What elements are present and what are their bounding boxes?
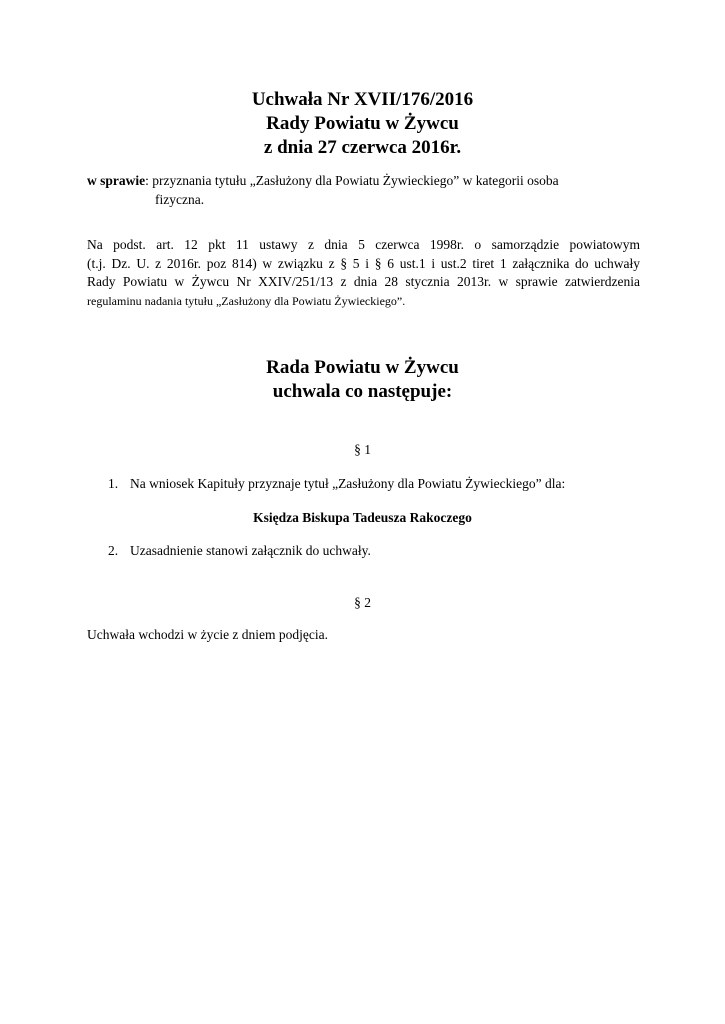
subject-label: w sprawie bbox=[87, 173, 146, 188]
resolution-heading bbox=[0, 356, 725, 404]
title-line-date: z dnia 27 czerwca 2016r. bbox=[263, 137, 462, 158]
subject-text-line1: : przyznania tytułu „Zasłużony dla Powiatu Żywieckiego” w kategorii osoba bbox=[145, 173, 559, 188]
section-1-mark: § 1 bbox=[354, 442, 371, 457]
subject-block bbox=[87, 171, 647, 209]
legal-basis-line4: regulaminu nadania tytułu „Zasłużony dla Powiatu Żywieckiego”. bbox=[87, 293, 406, 308]
section-1-item-2 bbox=[108, 542, 371, 560]
resolution-heading-line1: Rada Powiatu w Żywcu bbox=[266, 357, 459, 378]
honoree-name: Księdza Biskupa Tadeusza Rakoczego bbox=[253, 510, 472, 525]
section-2-text: Uchwała wchodzi w życie z dniem podjęcia. bbox=[87, 627, 329, 642]
legal-basis-line2: (t.j. Dz. U. z 2016r. poz 814) w związku z § 5 i § 6 ust.1 i ust.2 tiret 1 załącznika do uchwały bbox=[87, 255, 640, 271]
item-1-text: Na wniosek Kapituły przyznaje tytuł „Zasłużony dla Powiatu Żywieckiego” dla: bbox=[130, 476, 566, 491]
item-2-number: 2. bbox=[108, 543, 119, 558]
section-1-item-1 bbox=[108, 475, 565, 493]
resolution-heading-line2: uchwala co następuje: bbox=[272, 381, 453, 402]
title-line-resolution-number: Uchwała Nr XVII/176/2016 bbox=[251, 89, 474, 110]
legal-basis-line3: Rady Powiatu w Żywcu Nr XXIV/251/13 z dnia 28 stycznia 2013r. w sprawie zatwierdzenia bbox=[87, 274, 640, 289]
subject-text-line2: fizyczna. bbox=[155, 192, 205, 207]
section-2-mark: § 2 bbox=[354, 595, 371, 610]
legal-basis-line1: Na podst. art. 12 pkt 11 ustawy z dnia 5 czerwca 1998r. o samorządzie powiatowym bbox=[87, 237, 640, 252]
title-line-council: Rady Powiatu w Żywcu bbox=[266, 113, 459, 134]
legal-basis-paragraph bbox=[87, 236, 640, 310]
document-title bbox=[0, 88, 725, 160]
item-1-number: 1. bbox=[108, 476, 119, 491]
item-2-text: Uzasadnienie stanowi załącznik do uchwały. bbox=[130, 543, 371, 558]
